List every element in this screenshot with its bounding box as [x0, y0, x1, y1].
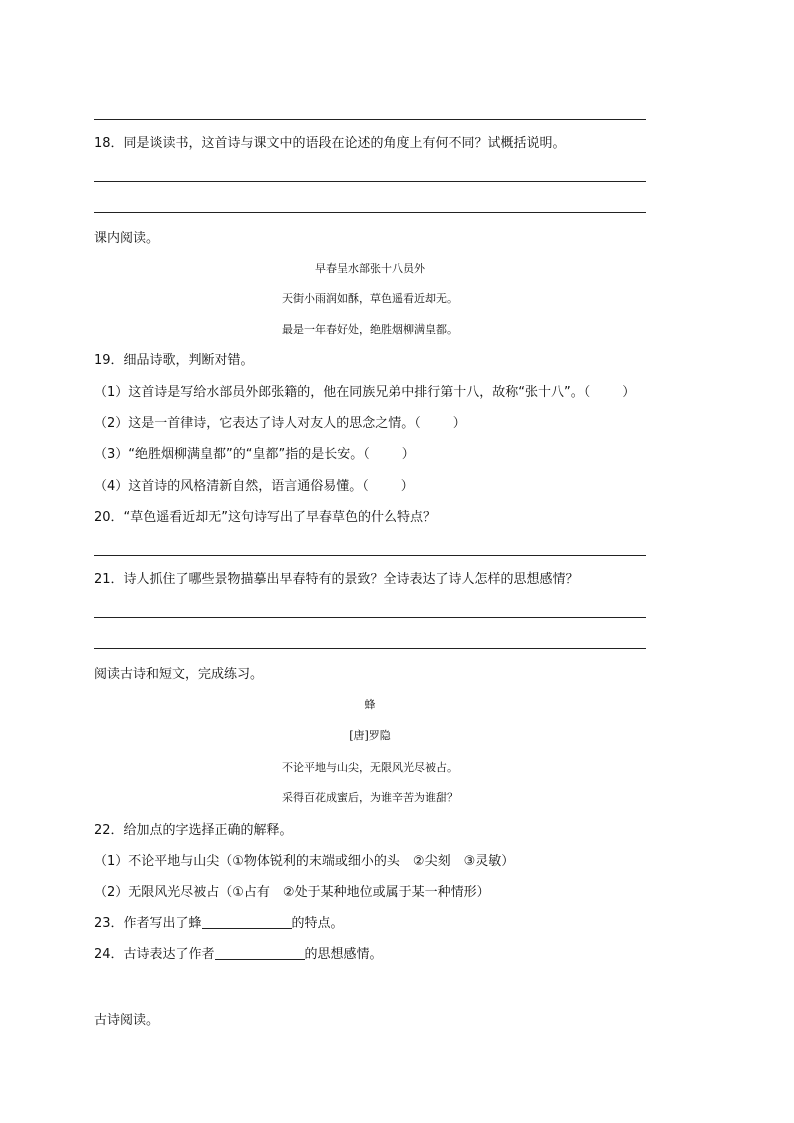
poem-title: 早春呈水部张十八员外 — [315, 262, 425, 275]
item-text: （3）“绝胜烟柳满皇都”的“皇都”指的是长安。（ — [94, 447, 370, 462]
paren-close: ） — [622, 385, 636, 400]
poem-line: 不论平地与山尖，无限风光尽被占。 — [282, 761, 458, 774]
poem-title: 蜂 — [364, 698, 376, 711]
question-19: 19．细品诗歌，判断对错。 — [94, 353, 254, 368]
item-text: （2）这是一首律诗，它表达了诗人对友人的思念之情。（ — [94, 416, 421, 431]
poem-author: [唐]罗隐 — [349, 729, 391, 742]
paren-close: ） — [452, 416, 466, 431]
question-24 — [94, 946, 383, 964]
question-text: 的特点。 — [291, 916, 344, 931]
poem-line: 最是一年春好处，绝胜烟柳满皇都。 — [282, 323, 458, 336]
question-19-item-4 — [94, 478, 414, 496]
question-22-item-1: （1）不论平地与山尖（①物体锐利的末端或细小的头 ②尖刻 ③灵敏） — [94, 854, 515, 869]
answer-line[interactable] — [94, 648, 646, 649]
question-18: 18．同是谈读书，这首诗与课文中的语段在论述的角度上有何不同？试概括说明。 — [94, 136, 566, 151]
question-21: 21．诗人抓住了哪些景物描摹出早春特有的景致？全诗表达了诗人怎样的思想感情？ — [94, 572, 579, 587]
question-20: 20．“草色遥看近却无”这句诗写出了早春草色的什么特点？ — [94, 510, 437, 525]
poem-line: 天街小雨润如酥，草色遥看近却无。 — [282, 292, 458, 305]
answer-line[interactable] — [94, 212, 646, 213]
fill-blank[interactable] — [215, 946, 305, 960]
question-text: 23．作者写出了蜂 — [94, 916, 202, 931]
section-heading: 阅读古诗和短文，完成练习。 — [94, 667, 264, 682]
question-text: 24．古诗表达了作者 — [94, 947, 215, 962]
answer-line[interactable] — [94, 617, 646, 618]
question-23 — [94, 915, 344, 933]
section-heading: 古诗阅读。 — [94, 1013, 160, 1028]
poem-line: 采得百花成蜜后，为谁辛苦为谁甜？ — [282, 791, 458, 804]
item-text: （1）这首诗是写给水部员外郎张籍的，他在同族兄弟中排行第十八，故称“张十八”。（ — [94, 385, 591, 400]
paren-close: ） — [400, 479, 414, 494]
paren-close: ） — [401, 447, 415, 462]
answer-line[interactable] — [94, 555, 646, 556]
section-heading: 课内阅读。 — [94, 231, 160, 246]
question-22-item-2: （2）无限风光尽被占（①占有 ②处于某种地位或属于某一种情形） — [94, 885, 490, 900]
answer-line[interactable] — [94, 181, 646, 182]
fill-blank[interactable] — [202, 915, 292, 929]
question-text: 的思想感情。 — [304, 947, 383, 962]
item-text: （4）这首诗的风格清新自然，语言通俗易懂。（ — [94, 479, 369, 494]
question-19-item-2 — [94, 415, 466, 433]
question-22: 22．给加点的字选择正确的解释。 — [94, 823, 293, 838]
answer-line[interactable] — [94, 119, 646, 120]
question-19-item-3 — [94, 446, 415, 464]
question-19-item-1 — [94, 384, 635, 402]
